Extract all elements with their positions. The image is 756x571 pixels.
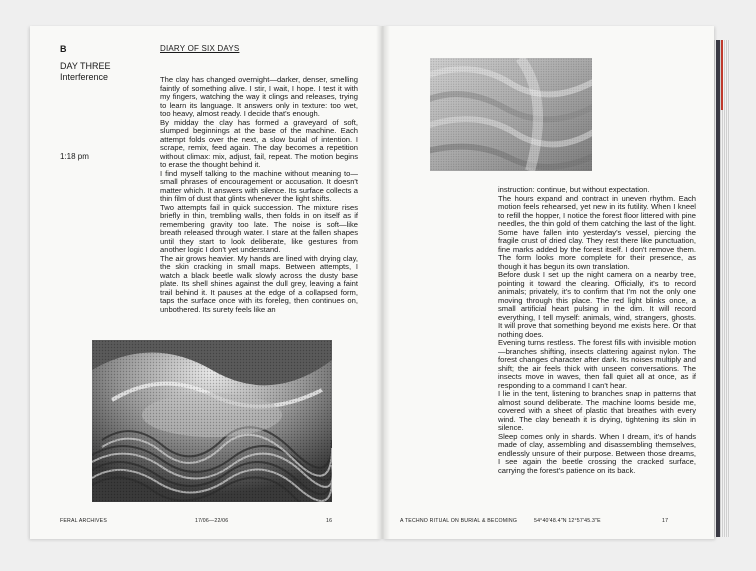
paragraph: Evening turns restless. The forest fills with invisible motion—branches shifting, insects clattering against nylon. The forest changes character after dark. Its noises multiply and shift; the air feels thick with unseen conversations. The insects move in waves, then fall quiet all at once, as if responding to a command I can't hear. <box>498 338 696 390</box>
right-body-text <box>498 186 696 475</box>
right-page <box>382 26 714 539</box>
left-page <box>30 26 382 539</box>
footer-coordinates: 54°40'48.4"N 12°57'45.3"E <box>534 518 601 524</box>
sand-photo <box>430 58 592 171</box>
footer-center: 17/06—22/06 <box>195 518 229 524</box>
paragraph: instruction: continue, but without expectation. <box>498 185 650 194</box>
section-title: DIARY OF SIX DAYS <box>160 44 240 53</box>
day-subtitle: Interference <box>60 72 109 82</box>
page-stack-edge <box>714 40 730 537</box>
time-stamp: 1:18 pm <box>60 152 89 161</box>
paragraph: The hours expand and contract in uneven rhythm. Each motion feels rehearsed, yet new in its futility. When I kneel to refill the hopper, I notice the forest floor littered with pine needles, the thin gold of them catching the last of the light. Some have fallen into yesterday's vessel, piercing the fragile crust of dried clay. They rest there like punctuation, fine marks added by the forest itself. I don't remove them. The form looks more complete for their presence, as though it has begun its own translation. <box>498 193 696 271</box>
paragraph: Sleep comes only in shards. When I dream, it's of hands made of clay, assembling and disassembling themselves, endlessly unsure of their purpose. Between those dreams, I see again the beetle crossing the cracked surface, carrying the forest's patience on its back. <box>498 431 696 475</box>
paragraph: The air grows heavier. My hands are lined with drying clay, the skin cracking in small maps. Between attempts, I watch a black beetle walk slowly across the dusty base plate. Its shell shines against the dull grey, leaving a faint trail behind it. It pauses at the edge of a collapsed form, taps the surface once with its foreleg, then continues on, unbothered. Its surety feels like an <box>160 253 358 314</box>
left-body-text <box>160 76 358 314</box>
paragraph: Two attempts fail in quick succession. The mixture rises briefly in thin, trembling walls, then folds in on itself as if remembering gravity too late. The noise is soft—like breath released through water. I stare at the fallen shapes until they start to look deliberate, like gestures from another logic I don't yet understand. <box>160 202 358 254</box>
paragraph: The clay has changed overnight—darker, denser, smelling faintly of something alive. I stir, I wait, I hope. I test it with my fingers, watching the way it clings and releases, trying to learn its language. It answers only in texture: too wet, too heavy, almost ready. I decide that's enough. <box>160 75 358 118</box>
paragraph: I find myself talking to the machine without meaning to—small phrases of encouragement or accusation. It doesn't matter which. It answers with silence. Its surface collects a thin film of dust that glints whenever the light shifts. <box>160 168 358 203</box>
clay-photo <box>92 340 332 502</box>
day-heading <box>60 61 111 83</box>
footer-left: FERAL ARCHIVES <box>60 518 108 524</box>
page-number: 16 <box>326 518 333 524</box>
bookmark-ribbon <box>721 40 723 110</box>
page-number: 17 <box>662 518 669 524</box>
day-label: DAY THREE <box>60 61 111 71</box>
footer-left: A TECHNO RITUAL ON BURIAL & BECOMING <box>400 518 518 524</box>
paragraph: By midday the clay has formed a graveyard of soft, slumped beginnings at the base of the machine. Each attempt folds over the next, a slow burial of intention. I scrape, remix, feed again. The day becomes a repetition without climax: mix, adjust, fail, repeat. The motion begins to erase the thought behind it. <box>160 117 358 169</box>
paragraph: Before dusk I set up the night camera on a nearby tree, pointing it toward the clearing. Officially, it's to record animals; privately, it's to confirm that I'm not the only one moving through this place. The red light blinks once, a small artificial heart pulsing in the dim. It will record everything, I tell myself: animals, wind, strangers, ghosts. It will prove that something beyond me exists here. Or that nothing does. <box>498 270 696 339</box>
paragraph: I lie in the tent, listening to branches snap in patterns that almost sound deliberate. The machine looms beside me, covered with a sheet of plastic that breathes with every wind. The clay beneath it is drying, tightening its skin in silence. <box>498 389 696 432</box>
section-number: B <box>60 44 67 54</box>
book-cover-edge <box>716 40 720 537</box>
